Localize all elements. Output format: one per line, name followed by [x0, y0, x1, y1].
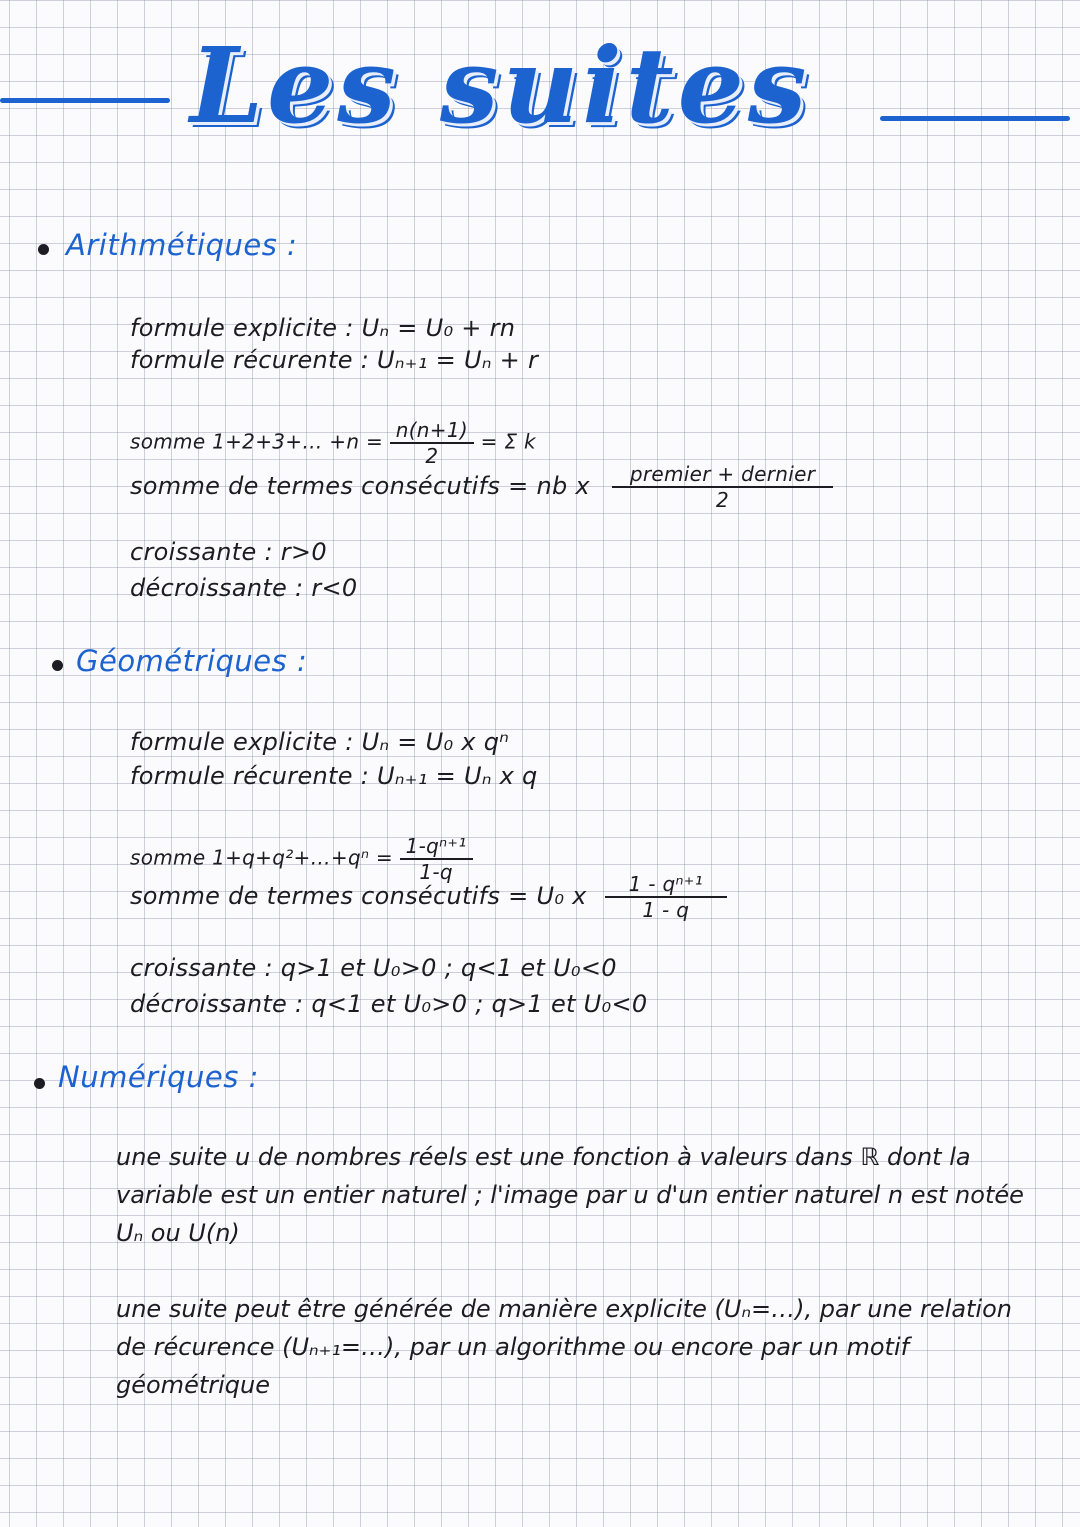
- geo-consecutive-fraction: [605, 872, 727, 922]
- geo-sum-label: somme 1+q+q²+…+qⁿ =: [130, 845, 393, 870]
- numeric-definition-paragraph: une suite u de nombres réels est une fonction à valeurs dans ℝ dont la variable est un entier naturel ; l'image par u d'un entier naturel n est notée Uₙ ou U(n): [116, 1143, 1024, 1247]
- arith-sum-label: somme 1+2+3+… +n =: [130, 429, 384, 454]
- arith-sum-sigma: = Σ k: [480, 429, 536, 454]
- bullet-icon: [52, 660, 63, 671]
- arith-recurrent-formula: formule récurente : Uₙ₊₁ = Uₙ + r: [130, 346, 539, 374]
- numeric-generation-paragraph: une suite peut être générée de manière explicite (Uₙ=…), par une relation de récurence (Uₙ₊₁=…), par un algorithme ou encore par un motif géométrique: [116, 1295, 1012, 1399]
- bullet-icon: [34, 1078, 45, 1089]
- arith-explicit-formula: formule explicite : Uₙ = U₀ + rn: [130, 314, 516, 342]
- geo-decreasing: décroissante : q<1 et U₀>0 ; q>1 et U₀<0: [130, 990, 648, 1018]
- geo-consecutive-label: somme de termes consécutifs = U₀ x: [130, 882, 587, 910]
- bullet-icon: [38, 244, 49, 255]
- geo-consecutive-denominator: 1 - q: [642, 898, 690, 922]
- geo-increasing: croissante : q>1 et U₀>0 ; q<1 et U₀<0: [130, 954, 617, 982]
- geo-explicit-formula: formule explicite : Uₙ = U₀ x qⁿ: [130, 728, 510, 756]
- geo-consecutive-sum: [130, 872, 727, 922]
- section-heading-arithmetiques: Arithmétiques :: [66, 228, 298, 262]
- title-rule-left: [0, 98, 170, 103]
- arith-increasing: croissante : r>0: [130, 538, 327, 566]
- arith-consecutive-numerator: premier + dernier: [612, 462, 833, 488]
- geo-sum-numerator: 1-qⁿ⁺¹: [400, 834, 473, 860]
- arith-consecutive-denominator: 2: [716, 488, 730, 512]
- arith-sum-formula: [130, 418, 536, 468]
- arith-decreasing: décroissante : r<0: [130, 574, 358, 602]
- arith-sum-fraction: [390, 418, 474, 468]
- page-title: Les suites: [190, 24, 811, 147]
- geo-consecutive-numerator: 1 - qⁿ⁺¹: [605, 872, 727, 898]
- section-heading-geometriques: Géométriques :: [76, 644, 308, 678]
- title-rule-right: [880, 116, 1070, 121]
- arith-consecutive-label: somme de termes consécutifs = nb x: [130, 472, 590, 500]
- geo-recurrent-formula: formule récurente : Uₙ₊₁ = Uₙ x q: [130, 762, 538, 790]
- section-heading-numeriques: Numériques :: [58, 1060, 259, 1094]
- arith-consecutive-sum: [130, 462, 833, 512]
- arith-consecutive-fraction: [612, 462, 833, 512]
- geo-sum-denominator: 1-q: [419, 860, 453, 884]
- arith-sum-denominator: 2: [425, 444, 439, 468]
- arith-sum-numerator: n(n+1): [390, 418, 474, 444]
